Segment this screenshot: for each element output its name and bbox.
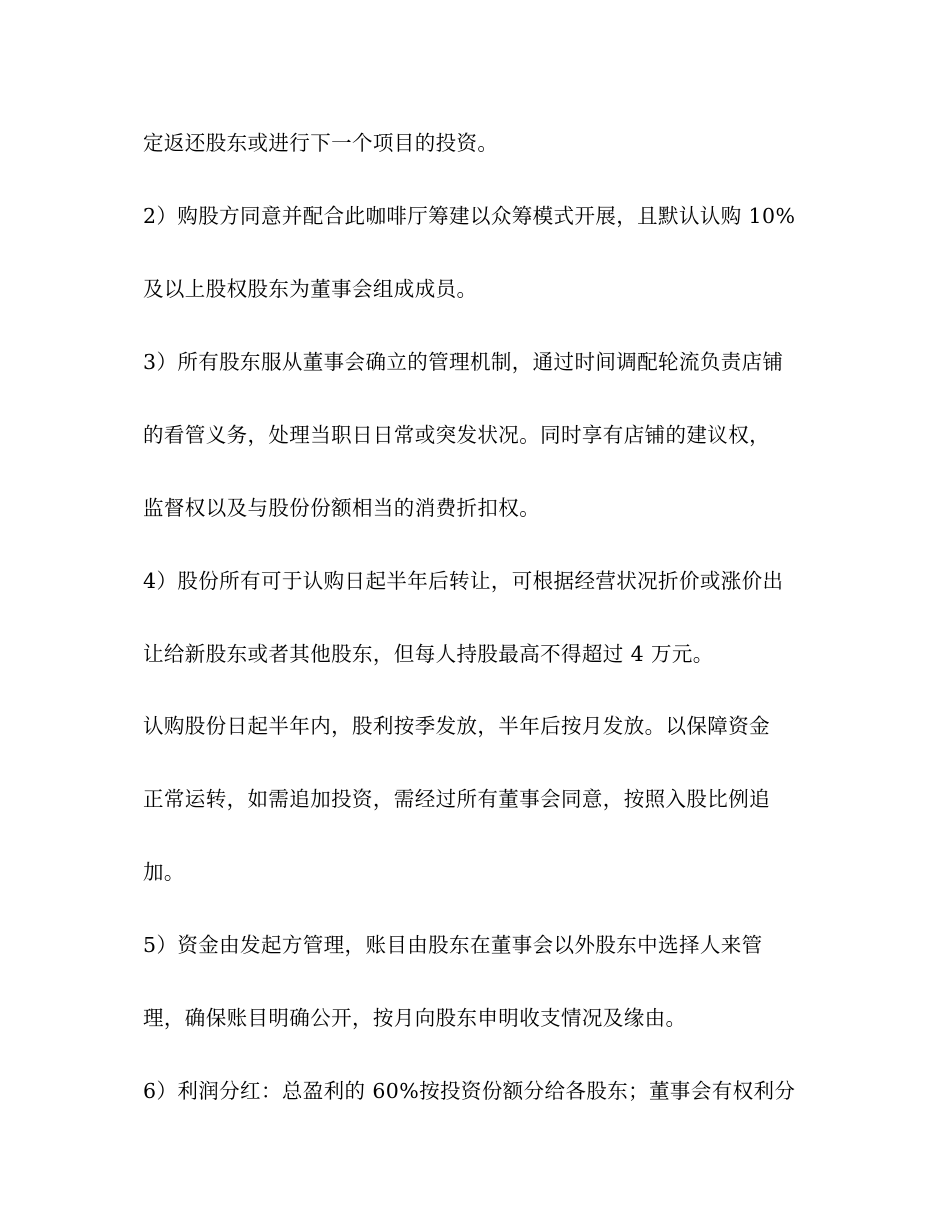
text-line: 理，确保账目明确公开，按月向股东申明收支情况及缘由。 [143,1006,687,1030]
text-line: 5）资金由发起方管理，账目由股东在董事会以外股东中选择人来管 [143,933,763,957]
text-line: 2）购股方同意并配合此咖啡厅筹建以众筹模式开展，且默认认购 10% [143,204,796,228]
text-line: 3）所有股东服从董事会确立的管理机制，通过时间调配轮流负责店铺 [143,350,784,374]
text-line: 让给新股东或者其他股东，但每人持股最高不得超过 4 万元。 [143,642,714,666]
text-line: 定返还股东或进行下一个项目的投资。 [143,131,499,155]
text-line: 正常运转，如需追加投资，需经过所有董事会同意，按照入股比例追 [143,787,770,811]
text-line: 的看管义务，处理当职日日常或突发状况。同时享有店铺的建议权， [143,423,770,447]
text-line: 4）股份所有可于认购日起半年后转让，可根据经营状况折价或涨价出 [143,569,784,593]
text-line: 监督权以及与股份份额相当的消费折扣权。 [143,496,541,520]
text-line: 加。 [143,860,185,884]
text-line: 及以上股权股东为董事会组成成员。 [143,277,478,301]
text-line: 6）利润分红：总盈利的 60%按投资份额分给各股东；董事会有权利分 [143,1079,796,1103]
text-line: 认购股份日起半年内，股利按季发放，半年后按月发放。以保障资金 [143,714,770,738]
